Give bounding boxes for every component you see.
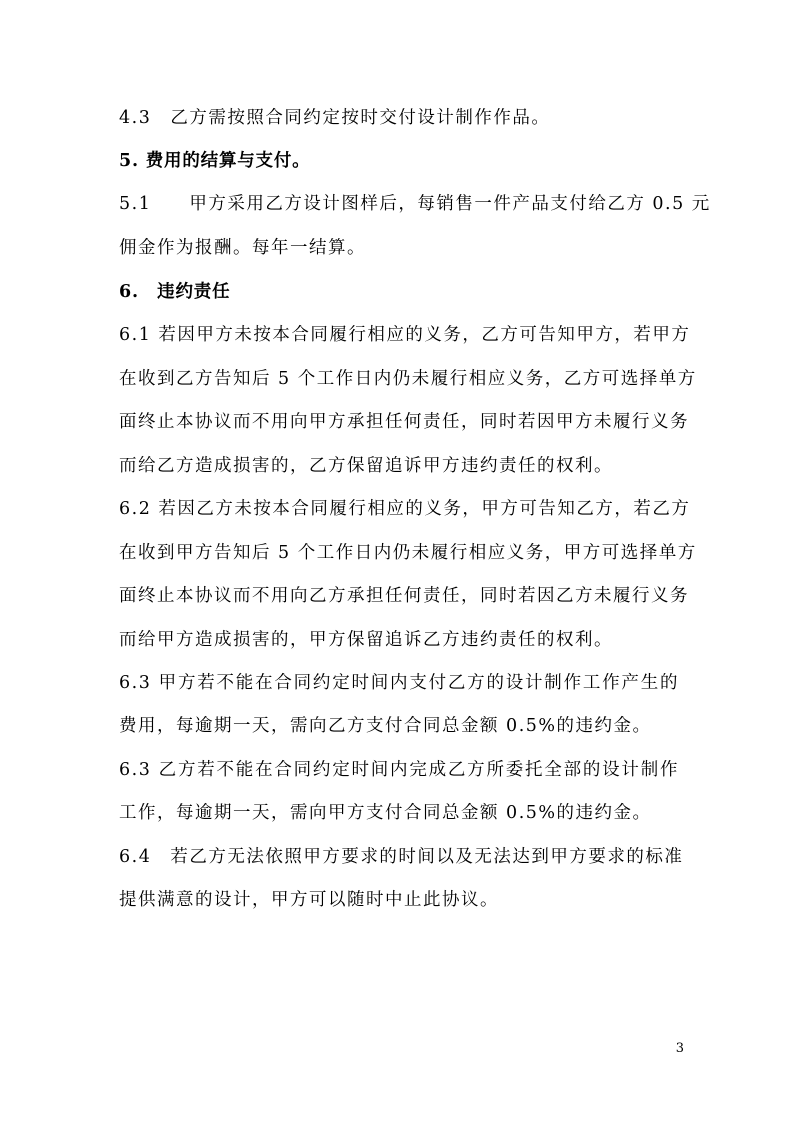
clause-6-2-line-1: 6.2 若因乙方未按本合同履行相应的义务，甲方可告知乙方，若乙方 <box>119 499 691 519</box>
clause-6-3b-line-1: 6.3 乙方若不能在合同约定时间内完成乙方所委托全部的设计制作 <box>119 760 679 780</box>
page-number: 3 <box>675 1041 684 1056</box>
clause-6-3b-line-2: 工作，每逾期一天，需向甲方支付合同总金额 0.5%的违约金。 <box>119 803 652 823</box>
clause-6-2-line-4: 而给甲方造成损害的，甲方保留追诉乙方违约责任的权利。 <box>119 630 613 650</box>
section-6-heading: 6. 违约责任 <box>119 282 231 302</box>
clause-6-1-line-4: 而给乙方造成损害的，乙方保留追诉甲方违约责任的权利。 <box>119 456 613 476</box>
clause-6-3a-line-1: 6.3 甲方若不能在合同约定时间内支付乙方的设计制作工作产生的 <box>119 673 679 693</box>
clause-6-3a-line-2: 费用，每逾期一天，需向乙方支付合同总金额 0.5%的违约金。 <box>119 716 652 736</box>
clause-6-2-line-2: 在收到甲方告知后 5 个工作日内仍未履行相应义务，甲方可选择单方 <box>119 543 697 563</box>
clause-6-2-line-3: 面终止本协议而不用向乙方承担任何责任，同时若因乙方未履行义务 <box>119 586 689 606</box>
section-5-heading: 5. 费用的结算与支付。 <box>119 151 311 171</box>
clause-6-4-line-2: 提供满意的设计，甲方可以随时中止此协议。 <box>119 890 499 910</box>
clause-6-1-line-2: 在收到乙方告知后 5 个工作日内仍未履行相应义务，乙方可选择单方 <box>119 369 697 389</box>
clause-6-4-line-1: 6.4 若乙方无法依照甲方要求的时间以及无法达到甲方要求的标准 <box>119 847 684 867</box>
clause-5-1-line-2: 佣金作为报酬。每年一结算。 <box>119 238 366 258</box>
clause-5-1-line-1: 5.1 甲方采用乙方设计图样后，每销售一件产品支付给乙方 0.5 元 <box>119 194 711 214</box>
clause-4-3: 4.3 乙方需按照合同约定按时交付设计制作作品。 <box>119 108 551 128</box>
clause-6-1-line-1: 6.1 若因甲方未按本合同履行相应的义务，乙方可告知甲方，若甲方 <box>119 325 691 345</box>
clause-6-1-line-3: 面终止本协议而不用向甲方承担任何责任，同时若因甲方未履行义务 <box>119 412 689 432</box>
